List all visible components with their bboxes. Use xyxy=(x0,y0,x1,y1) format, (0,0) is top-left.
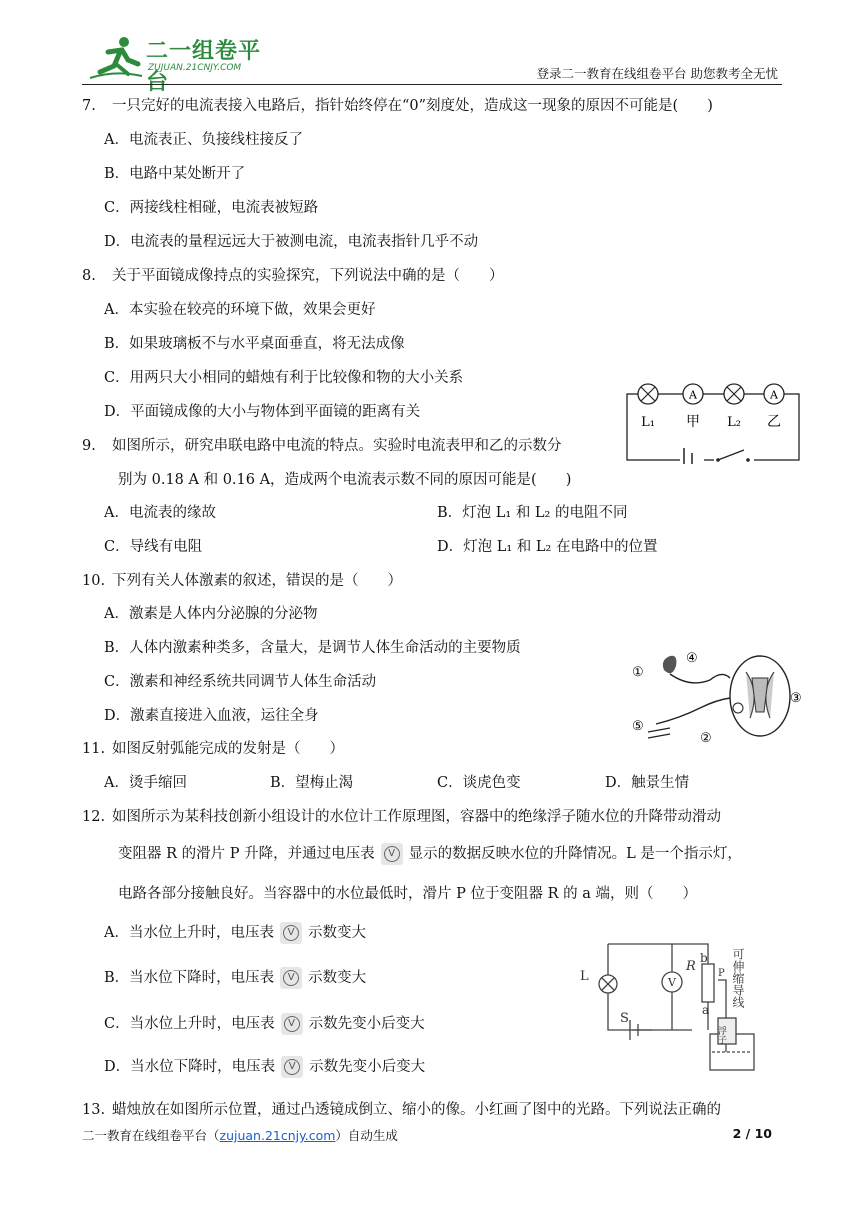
q10-option-a: A．激素是人体内分泌腺的分泌物 xyxy=(104,606,318,622)
ammeter-a-label: A xyxy=(689,388,697,402)
q12-option-c: C．当水位上升时，电压表 V 示数先变小后变大 xyxy=(104,1012,425,1035)
question-12-stem-line2: 变阻器 R 的滑片 P 升降，并通过电压表 V 显示的数据反映水位的升降情况。L 是一个指示灯， xyxy=(118,842,742,865)
logo-subtitle: ZUJUAN.21CNJY.COM xyxy=(148,63,242,73)
header-divider xyxy=(82,84,782,85)
q11-option-c: C．谈虎色变 xyxy=(437,775,521,791)
q12-option-a: A．当水位上升时，电压表 V 示数变大 xyxy=(104,921,366,944)
label-3: ③ xyxy=(790,691,802,706)
q11-option-b: B．望梅止渴 xyxy=(270,775,354,791)
water-level-circuit-figure xyxy=(572,934,772,1074)
switch-s-label: S xyxy=(620,1011,629,1026)
float-label: 浮子 xyxy=(716,1026,726,1044)
voltmeter-icon: V xyxy=(381,843,403,865)
end-b-label: b xyxy=(700,951,708,965)
question-9-stem-line1: 9. 如图所示，研究串联电路中电流的特点。实验时电流表甲和乙的示数分 xyxy=(82,438,562,454)
q10-option-d: D．激素直接进入血液，运往全身 xyxy=(104,708,319,724)
lamp-l2-label: L₂ xyxy=(727,415,741,430)
question-12-stem-line1: 12. 如图所示为某科技创新小组设计的水位计工作原理图，容器中的绝缘浮子随水位的升降带动滑动 xyxy=(82,809,721,825)
q8-option-a: A．本实验在较亮的环境下做，效果会更好 xyxy=(104,302,376,318)
q7-option-d: D．电流表的量程远远大于被测电流，电流表指针几乎不动 xyxy=(104,234,479,250)
q12-option-d: D．当水位下降时，电压表 V 示数先变小后变大 xyxy=(104,1055,425,1078)
q10-option-c: C．激素和神经系统共同调节人体生命活动 xyxy=(104,674,377,690)
q8-option-c: C．用两只大小相同的蜡烛有利于比较像和物的大小关系 xyxy=(104,370,464,386)
q11-option-d: D．触景生情 xyxy=(605,775,690,791)
site-logo[interactable] xyxy=(88,34,278,95)
q10-option-b: B．人体内激素种类多，含量大，是调节人体生命活动的主要物质 xyxy=(104,640,521,656)
q9-option-c: C．导线有电阻 xyxy=(104,539,203,555)
q9-option-b: B．灯泡 L₁ 和 L₂ 的电阻不同 xyxy=(437,505,628,521)
label-4: ④ xyxy=(686,651,698,666)
footer-link[interactable]: zujuan.21cnjy.com xyxy=(219,1128,336,1143)
label-2: ② xyxy=(700,731,712,746)
question-9-stem-line2: 别为 0.18 A 和 0.16 A，造成两个电流表示数不同的原因可能是( ) xyxy=(118,472,572,488)
voltmeter-v-label: V xyxy=(668,976,676,989)
voltmeter-icon: V xyxy=(280,967,302,989)
q7-option-b: B．电路中某处断开了 xyxy=(104,166,246,182)
q9-option-a: A．电流表的缘故 xyxy=(104,505,216,521)
question-10-stem: 10. 下列有关人体激素的叙述，错误的是（ ） xyxy=(82,573,402,589)
voltmeter-icon: V xyxy=(281,1013,303,1035)
question-7-stem: 7. 一只完好的电流表接入电路后，指针始终停在“0”刻度处，造成这一现象的原因不可能是( ) xyxy=(82,98,713,114)
slider-p-label: P xyxy=(718,968,725,979)
end-a-label: a xyxy=(702,1003,710,1017)
header-slogan: 登录二一教育在线组卷平台 助您教考全无忧 xyxy=(536,66,778,81)
flexible-wire-label: 可伸缩导线 xyxy=(731,948,745,1008)
q8-option-b: B．如果玻璃板不与水平桌面垂直，将无法成像 xyxy=(104,336,405,352)
runner-logo-icon xyxy=(88,34,144,80)
ammeter-yi-label: 乙 xyxy=(767,414,781,430)
q12-option-b: B．当水位下降时，电压表 V 示数变大 xyxy=(104,966,366,989)
series-circuit-figure xyxy=(624,382,802,464)
question-12-stem-line3: 电路各部分接触良好。当容器中的水位最低时，滑片 P 位于变阻器 R 的 a 端，则（ ） xyxy=(118,886,697,902)
lamp-l1-label: L₁ xyxy=(641,415,655,430)
q11-option-a: A．烫手缩回 xyxy=(104,775,187,791)
ammeter-jia-label: 甲 xyxy=(686,414,700,430)
ammeter-b-label: A xyxy=(770,388,778,402)
question-8-stem: 8. 关于平面镜成像持点的实验探究，下列说法中确的是（ ） xyxy=(82,268,504,284)
voltmeter-icon: V xyxy=(280,922,302,944)
reflex-arc-figure xyxy=(630,648,805,746)
rheostat-r-label: R xyxy=(686,959,696,974)
q8-option-d: D．平面镜成像的大小与物体到平面镜的距离有关 xyxy=(104,404,421,420)
label-1: ① xyxy=(632,665,644,680)
lamp-l-label: L xyxy=(580,969,589,984)
page-number: 2 / 10 xyxy=(732,1126,772,1141)
question-11-stem: 11. 如图反射弧能完成的发射是（ ） xyxy=(82,741,344,757)
logo-title: 二一组卷平台 xyxy=(146,39,262,95)
question-13-stem: 13. 蜡烛放在如图所示位置，通过凸透镜成倒立、缩小的像。小红画了图中的光路。下列说法正确的 xyxy=(82,1102,721,1118)
q7-option-a: A．电流表正、负接线柱接反了 xyxy=(104,132,303,148)
voltmeter-icon: V xyxy=(281,1056,303,1078)
label-5: ⑤ xyxy=(632,719,644,734)
footer-source: 二一教育在线组卷平台（zujuan.21cnjy.com）自动生成 xyxy=(82,1128,398,1143)
q7-option-c: C．两接线柱相碰，电流表被短路 xyxy=(104,200,319,216)
q9-option-d: D．灯泡 L₁ 和 L₂ 在电路中的位置 xyxy=(437,539,658,555)
